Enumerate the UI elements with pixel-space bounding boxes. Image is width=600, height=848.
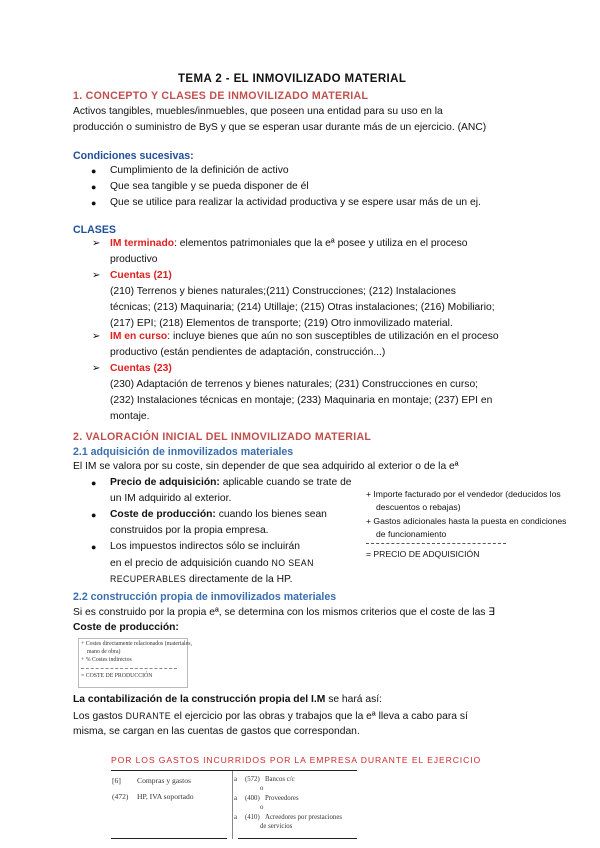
subsection-2-1-heading: 2.1 adquisición de inmovilizados materiales (73, 446, 294, 458)
production-line-2: construidos por la propia empresa. (110, 525, 269, 536)
concept-line-1: Activos tangibles, muebles/inmuebles, que poseen una entidad para su uso en la (73, 106, 443, 117)
concept-line-2: producción o suministro de ByS y que se esperan usar durante más de un ejercicio. (ANC) (73, 122, 487, 133)
accounting-heading: La contabilización de la construcción propia del I.M (73, 694, 326, 705)
cuentas-23-line-3: montaje. (110, 411, 150, 422)
acquisition-line-2: un IM adquirido al exterior. (110, 493, 232, 504)
journal-debit-text-1: Compras y gastos (137, 776, 191, 785)
arrow-bullet-icon: ➢ (92, 331, 101, 342)
price-box-line-4: de funcionamiento (376, 529, 447, 539)
cuentas-21-line-2: técnicas; (213) Maquinaria; (214) Utillaje; (215) Otras instalaciones; (216) Mobiliario; (110, 302, 495, 313)
im-curso-text: : incluye bienes que aún no son susceptibles de utilización en el proceso (167, 331, 499, 342)
journal-credit-text-3: Acreedores por prestaciones (265, 814, 342, 821)
accounting-line-1 (73, 708, 468, 725)
arrow-bullet-icon: ➢ (92, 363, 101, 374)
production-text: cuando los bienes sean (215, 509, 327, 520)
price-box-divider (366, 543, 506, 544)
cost-box-total: = COSTE DE PRODUCCIÓN (81, 673, 153, 679)
im-terminado-label: IM terminado (110, 238, 175, 249)
condition-item: Que se utilice para realizar la actividad productiva y se espere usar más de un ej. (110, 197, 481, 208)
taxes-emphasis-2: RECUPERABLES (110, 574, 187, 584)
acquisition-line (110, 475, 352, 491)
classes-heading: CLASES (73, 224, 116, 236)
journal-a-mark: a (234, 776, 238, 783)
journal-credit-text-3b: de servicios (260, 823, 293, 830)
accounting-line-2: misma, se cargan en las cuentas de gastos que correspondan. (73, 726, 360, 737)
journal-bottom-rule-right (238, 838, 357, 839)
journal-debit-code-2: (472) (112, 792, 129, 801)
construction-text: Si es construido por la propia eª, se determina con los mismos criterios que el coste de las ∃ (73, 607, 495, 618)
condition-item: Que sea tangible y se pueda disponer de él (110, 181, 309, 192)
production-cost-heading: Coste de producción: (73, 622, 179, 633)
journal-credit-code-3: (410) (245, 814, 260, 821)
journal-credit-code-1: (572) (245, 776, 260, 783)
im-terminado-line-2: productivo (110, 254, 158, 265)
im-curso-line-2: productivo (están pendientes de adaptación, construcción...) (110, 347, 386, 358)
journal-debit-text-2: HP, IVA soportado (137, 792, 194, 801)
journal-a-mark: a (234, 795, 238, 802)
section-1-heading: 1. CONCEPTO Y CLASES DE INMOVILIZADO MATERIAL (73, 90, 369, 102)
cuentas-23-line-1: (230) Adaptación de terrenos y bienes naturales; (231) Construcciones en curso; (110, 379, 479, 390)
cuentas-21-line-1: (210) Terrenos y bienes naturales;(211) Construcciones; (212) Instalaciones (110, 286, 456, 297)
accounting-text-a: Los gastos (73, 711, 126, 722)
price-box-line-1: + Importe facturado por el vendedor (deducidos los (366, 489, 561, 499)
price-box-line-2: descuentos o rebajas) (376, 502, 461, 512)
subsection-2-2-heading: 2.2 construcción propia de inmovilizados materiales (73, 591, 337, 603)
taxes-line-3 (110, 571, 292, 588)
acquisition-label: Precio de adquisición: (110, 477, 220, 488)
accounting-emphasis: DURANTE (125, 711, 171, 721)
arrow-bullet-icon: ➢ (92, 270, 101, 281)
im-curso-line (110, 329, 499, 345)
cost-box-divider (81, 668, 177, 669)
journal-or-2: o (260, 804, 264, 811)
taxes-text: en el precio de adquisición cuando (110, 558, 272, 569)
bullet-icon: ● (91, 478, 97, 488)
conditions-heading: Condiciones sucesivas: (73, 150, 194, 162)
journal-bottom-rule-left (111, 838, 227, 839)
im-terminado-line (110, 236, 468, 252)
journal-title: POR LOS GASTOS INCURRIDOS POR LA EMPRESA DURANTE EL EJERCICIO (111, 755, 482, 765)
bullet-icon: ● (91, 182, 97, 192)
section-2-heading: 2. VALORACIÓN INICIAL DEL INMOVILIZADO MATERIAL (73, 431, 372, 443)
cuentas-21-line-3: (217) EPI; (218) Elementos de transporte; (219) Otro inmovilizado material. (110, 318, 453, 329)
cuentas-23-label: Cuentas (23) (110, 363, 172, 374)
journal-credit-text-2: Proveedores (265, 795, 299, 802)
taxes-line-2 (110, 555, 314, 572)
document-title: TEMA 2 - EL INMOVILIZADO MATERIAL (178, 73, 407, 85)
im-terminado-text: : elementos patrimoniales que la eª posee y utiliza en el proceso (174, 238, 468, 249)
acquisition-text: aplicable cuando se trate de (219, 477, 352, 488)
arrow-bullet-icon: ➢ (92, 238, 101, 249)
journal-top-rule (111, 770, 357, 771)
price-box-line-3: + Gastos adicionales hasta la puesta en condiciones (366, 516, 567, 526)
bullet-icon: ● (91, 510, 97, 520)
condition-item: Cumplimiento de la definición de activo (110, 165, 289, 176)
im-curso-label: IM en curso (110, 331, 168, 342)
cost-box-line-1: + Costes directamente relacionados (materiales, (81, 641, 192, 647)
bullet-icon: ● (91, 542, 97, 552)
journal-credit-code-2: (400) (245, 795, 260, 802)
bullet-icon: ● (91, 198, 97, 208)
cost-box-line-2: mano de obra) (87, 649, 121, 655)
price-box-total: = PRECIO DE ADQUISICIÓN (366, 549, 480, 559)
journal-debit-code-1: [6] (112, 776, 121, 785)
taxes-emphasis: NO SEAN (271, 558, 314, 568)
journal-credit-text-1: Bancos c/c (265, 776, 295, 783)
taxes-line-1: Los impuestos indirectos sólo se incluirán (110, 541, 301, 552)
accounting-heading-line (73, 692, 382, 708)
production-label: Coste de producción: (110, 509, 216, 520)
bullet-icon: ● (91, 166, 97, 176)
taxes-text-2: directamente de la HP. (186, 574, 293, 585)
accounting-text-c: el ejercicio por las obras y trabajos que la eª lleva a cabo para sí (171, 711, 468, 722)
journal-a-mark: a (234, 814, 238, 821)
journal-divider (232, 771, 233, 839)
cuentas-21-label: Cuentas (21) (110, 270, 172, 281)
journal-or-1: o (260, 785, 264, 792)
production-line (110, 507, 327, 523)
accounting-heading-tail: se hará así: (325, 694, 382, 705)
valuation-intro: El IM se valora por su coste, sin depender de que sea adquirido al exterior o de la eª (73, 461, 459, 472)
cuentas-23-line-2: (232) Instalaciones técnicas en montaje; (233) Maquinaria en montaje; (237) EPI en (110, 395, 493, 406)
cost-box-line-3: + % Costes indirectos (81, 657, 132, 663)
